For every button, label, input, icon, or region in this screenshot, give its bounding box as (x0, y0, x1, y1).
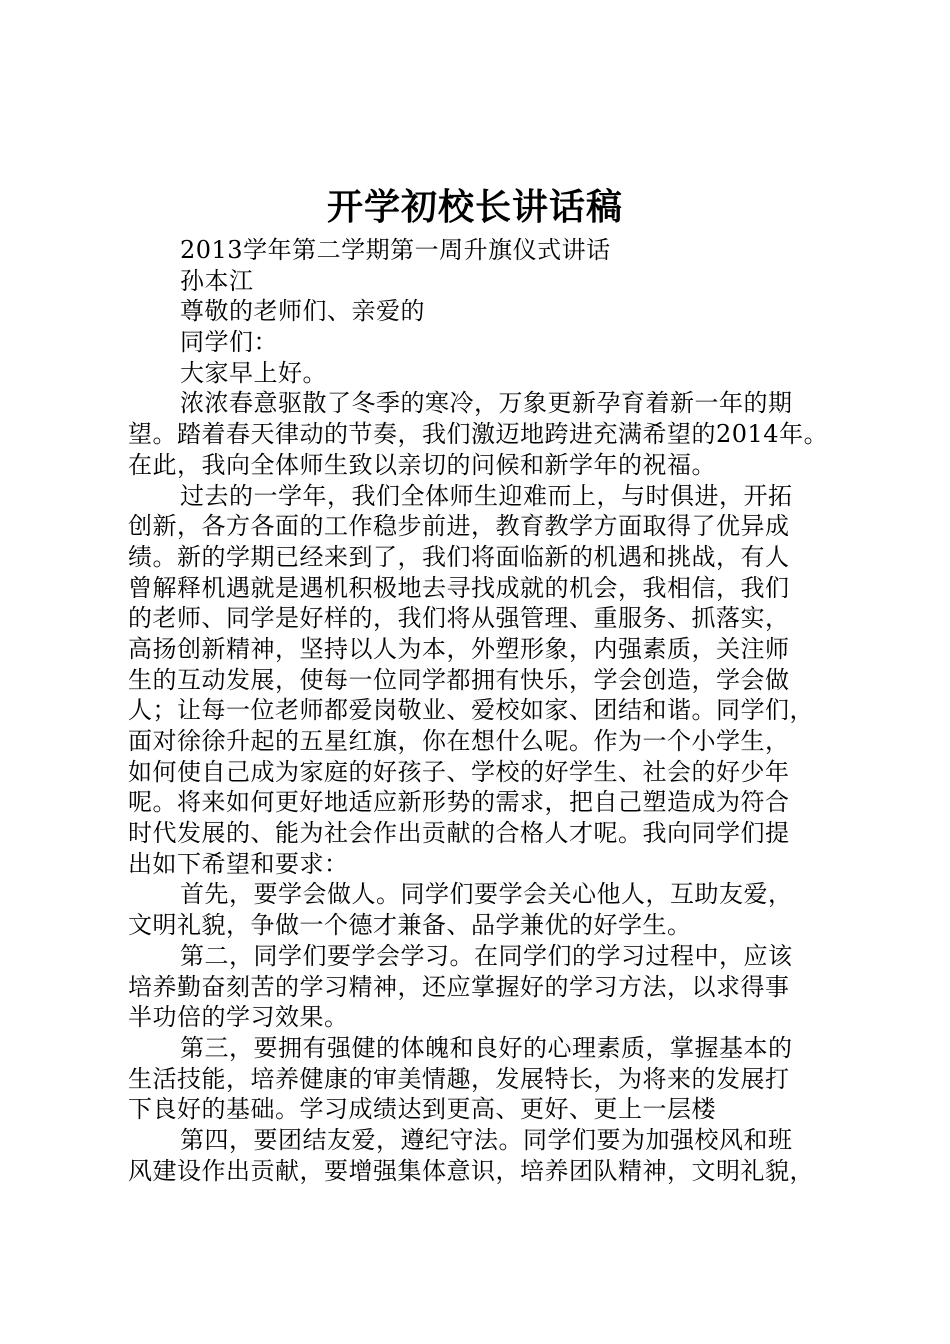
document-body (128, 235, 848, 1186)
body-line: 风建设作出贡献，要增强集体意识，培养团队精神，文明礼貌， (128, 1156, 814, 1185)
body-line: 半功倍的学习效果。 (128, 1003, 349, 1032)
body-line: 高扬创新精神，坚持以人为本，外塑形象，内强素质，关注师 (128, 634, 790, 663)
body-line: 同学们： (180, 328, 278, 357)
body-line: 浓浓春意驱散了冬季的寒冷，万象更新孕育着新一年的期 (180, 389, 793, 418)
body-line: 大家早上好。 (180, 358, 327, 387)
body-line: 人；让每一位老师都爱岗敬业、爱校如家、团结和谐。同学们， (128, 696, 814, 725)
body-line: 尊敬的老师们、亲爱的 (180, 297, 425, 326)
body-line: 望。踏着春天律动的节奏，我们激迈地跨进充满希望的2014年。 (128, 420, 829, 449)
body-line: 创新，各方各面的工作稳步前进，教育教学方面取得了优异成 (128, 512, 790, 541)
body-line: 生活技能，培养健康的审美情趣，发展特长，为将来的发展打 (128, 1064, 790, 1093)
body-line: 第三，要拥有强健的体魄和良好的心理素质，掌握基本的 (180, 1033, 793, 1062)
body-line: 曾解释机遇就是遇机积极地去寻找成就的机会，我相信，我们 (128, 573, 790, 602)
body-line: 面对徐徐升起的五星红旗，你在想什么呢。作为一个小学生， (128, 727, 790, 755)
body-line: 孙本江 (180, 266, 254, 295)
body-line: 绩。新的学期已经来到了，我们将面临新的机遇和挑战，有人 (128, 542, 790, 571)
body-line: 的老师、同学是好样的，我们将从强管理、重服务、抓落实， (128, 604, 790, 633)
body-line: 时代发展的、能为社会作出贡献的合格人才呢。我向同学们提 (128, 819, 790, 848)
body-line: 文明礼貌，争做一个德才兼备、品学兼优的好学生。 (128, 911, 692, 940)
body-line: 2013学年第二学期第一周升旗仪式讲话 (180, 236, 611, 264)
body-line: 培养勤奋刻苦的学习精神，还应掌握好的学习方法，以求得事 (128, 972, 790, 1001)
body-line: 出如下希望和要求： (128, 849, 349, 878)
body-line: 生的互动发展，使每一位同学都拥有快乐，学会创造，学会做 (128, 665, 790, 694)
body-line: 第二，同学们要学会学习。在同学们的学习过程中，应该 (180, 941, 793, 970)
document-title: 开学初校长讲话稿 (326, 186, 623, 228)
body-line: 呢。将来如何更好地适应新形势的需求，把自己塑造成为符合 (128, 788, 790, 817)
body-line: 下良好的基础。学习成绩达到更高、更好、更上一层楼 (128, 1095, 716, 1124)
body-line: 在此，我向全体师生致以亲切的问候和新学年的祝福。 (128, 450, 716, 479)
body-line: 过去的一学年，我们全体师生迎难而上，与时俱进，开拓 (180, 481, 793, 510)
body-line: 首先，要学会做人。同学们要学会关心他人，互助友爱， (180, 880, 793, 909)
body-line: 第四，要团结友爱，遵纪守法。同学们要为加强校风和班 (180, 1125, 793, 1154)
body-line: 如何使自己成为家庭的好孩子、学校的好学生、社会的好少年 (128, 757, 790, 786)
